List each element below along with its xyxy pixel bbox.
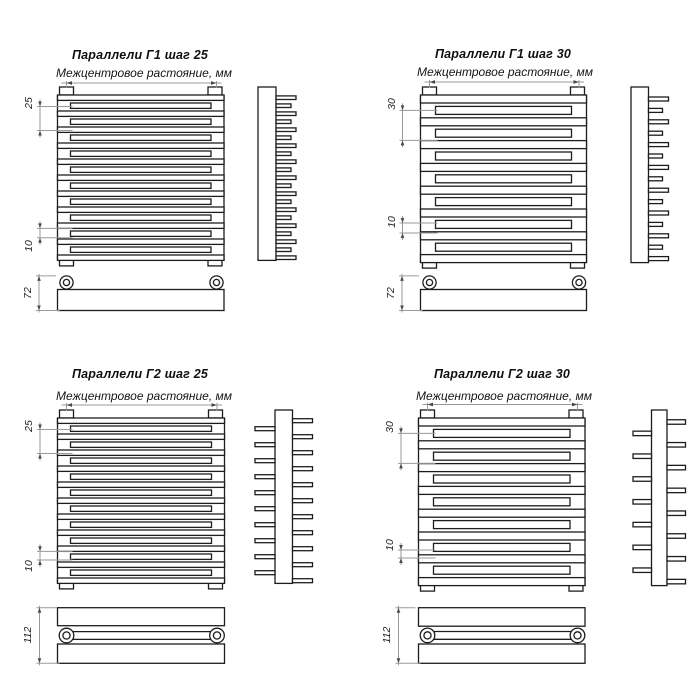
g2-step25-step-dim-label: 25 <box>23 420 35 432</box>
drawing-g1-step30 <box>399 80 669 313</box>
drawing-g2-step30 <box>396 403 686 666</box>
g1-step30-title: Параллели Г1 шаг 30 <box>434 47 572 61</box>
g2-step30-subtitle: Межцентровое растояние, мм <box>416 389 592 403</box>
g2-step30-depth-dim-label: 112 <box>380 626 393 644</box>
g1-step25-gap-dim-label: 10 <box>23 240 35 252</box>
g1-step25-step-dim-label: 25 <box>23 97 35 109</box>
g2-step25-depth-dim-label: 112 <box>21 626 34 644</box>
g2-step25-title: Параллели Г2 шаг 25 <box>71 367 209 381</box>
g2-step30-title: Параллели Г2 шаг 30 <box>433 367 571 381</box>
g2-step25-gap-dim-label: 10 <box>23 560 35 572</box>
drawing-g2-step25 <box>37 403 313 665</box>
g2-step25-subtitle: Межцентровое растояние, мм <box>56 389 232 403</box>
g1-step30-depth-dim-label: 72 <box>384 287 397 299</box>
g2-step30-step-dim-label: 30 <box>384 421 396 433</box>
drawing-g1-step25 <box>36 81 296 313</box>
g1-step25-subtitle: Межцентровое растояние, мм <box>56 66 232 80</box>
g1-step25-title: Параллели Г1 шаг 25 <box>71 48 209 62</box>
g1-step30-subtitle: Межцентровое растояние, мм <box>417 65 593 79</box>
g1-step30-gap-dim-label: 10 <box>385 216 398 228</box>
g1-step30-step-dim-label: 30 <box>385 98 398 110</box>
g1-step25-depth-dim-label: 72 <box>21 287 34 299</box>
g2-step30-gap-dim-label: 10 <box>384 539 396 551</box>
